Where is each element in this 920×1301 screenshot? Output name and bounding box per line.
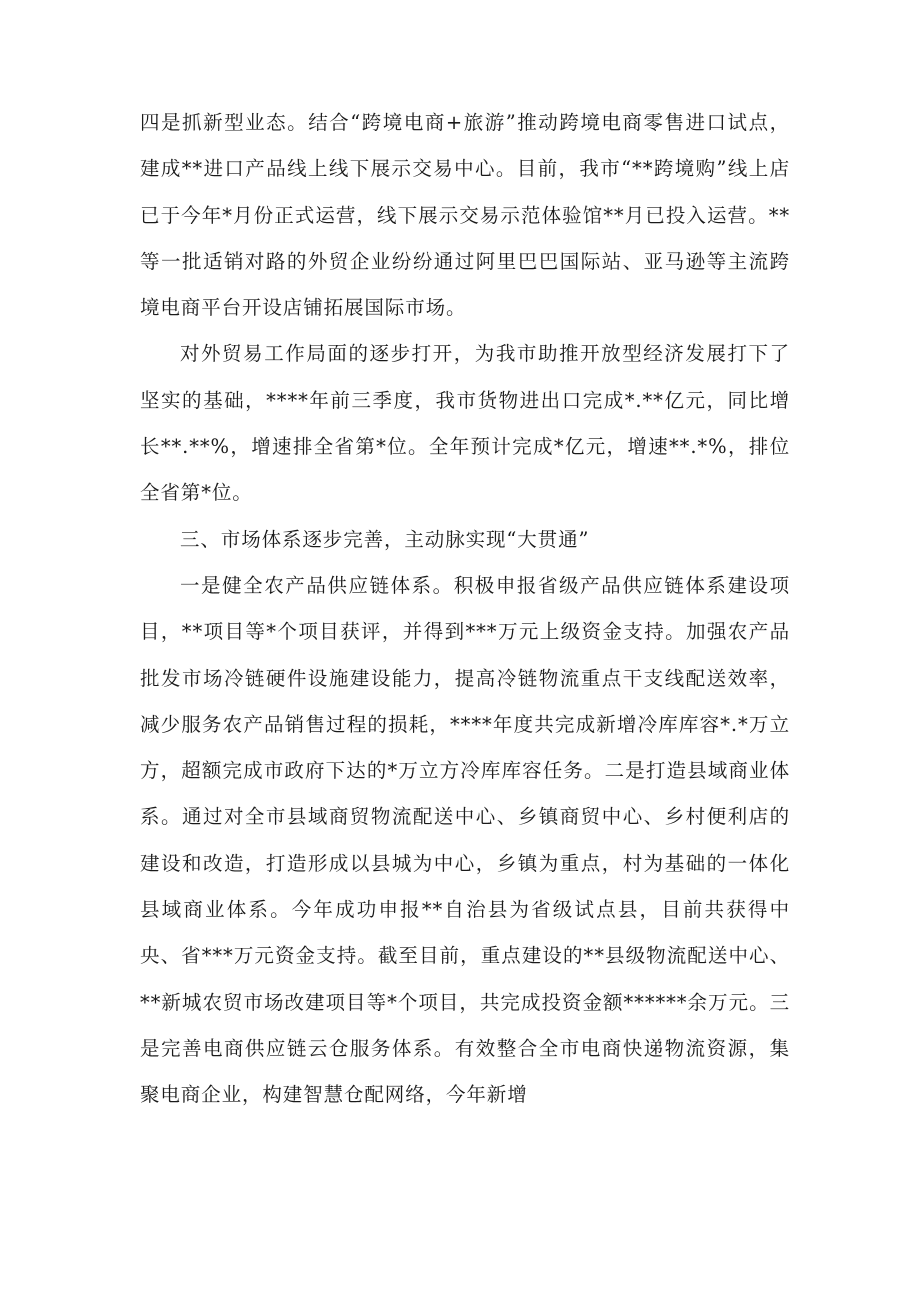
paragraph-new-business-formats: 四是抓新型业态。结合“跨境电商+旅游”推动跨境电商零售进口试点，建成**进口产品线上线下展示交易中心。目前，我市“**跨境购”线上店已于今年*月份正式运营，线下展示交易示范体验馆**月已投入运营。**等一批适销对路的外贸企业纷纷通过阿里巴巴国际站、亚马逊等主流跨境电商平台开设店铺拓展国际市场。	[140, 111, 790, 320]
paragraph-foreign-trade-summary: 对外贸易工作局面的逐步打开，为我市助推开放型经济发展打下了坚实的基础，****年前三季度，我市货物进出口完成*.**亿元，同比增长**.**%，增速排全省第*位。全年预计完成*亿元，增速**.*%，排位全省第*位。	[140, 342, 790, 505]
document-body	[140, 100, 790, 1119]
section-heading-market-system: 三、市场体系逐步完善，主动脉实现“大贯通”	[180, 527, 590, 551]
paragraph-supply-chain-system: 一是健全农产品供应链体系。积极申报省级产品供应链体系建设项目，**项目等*个项目获评，并得到***万元上级资金支持。加强农产品批发市场冷链硬件设施建设能力，提高冷链物流重点干支线配送效率，减少服务农产品销售过程的损耗，****年度共完成新增冷库库容*.*万立方，超额完成市政府下达的*万立方冷库库容任务。二是打造县域商业体系。通过对全市县域商贸物流配送中心、乡镇商贸中心、乡村便利店的建设和改造，打造形成以县城为中心，乡镇为重点，村为基础的一体化县域商业体系。今年成功申报**自治县为省级试点县，目前共获得中央、省***万元资金支持。截至目前，重点建设的**县级物流配送中心、**新城农贸市场改建项目等*个项目，共完成投资金额******余万元。三是完善电商供应链云仓服务体系。有效整合全市电商快递物流资源，集聚电商企业，构建智慧仓配网络，今年新增	[140, 573, 790, 1107]
